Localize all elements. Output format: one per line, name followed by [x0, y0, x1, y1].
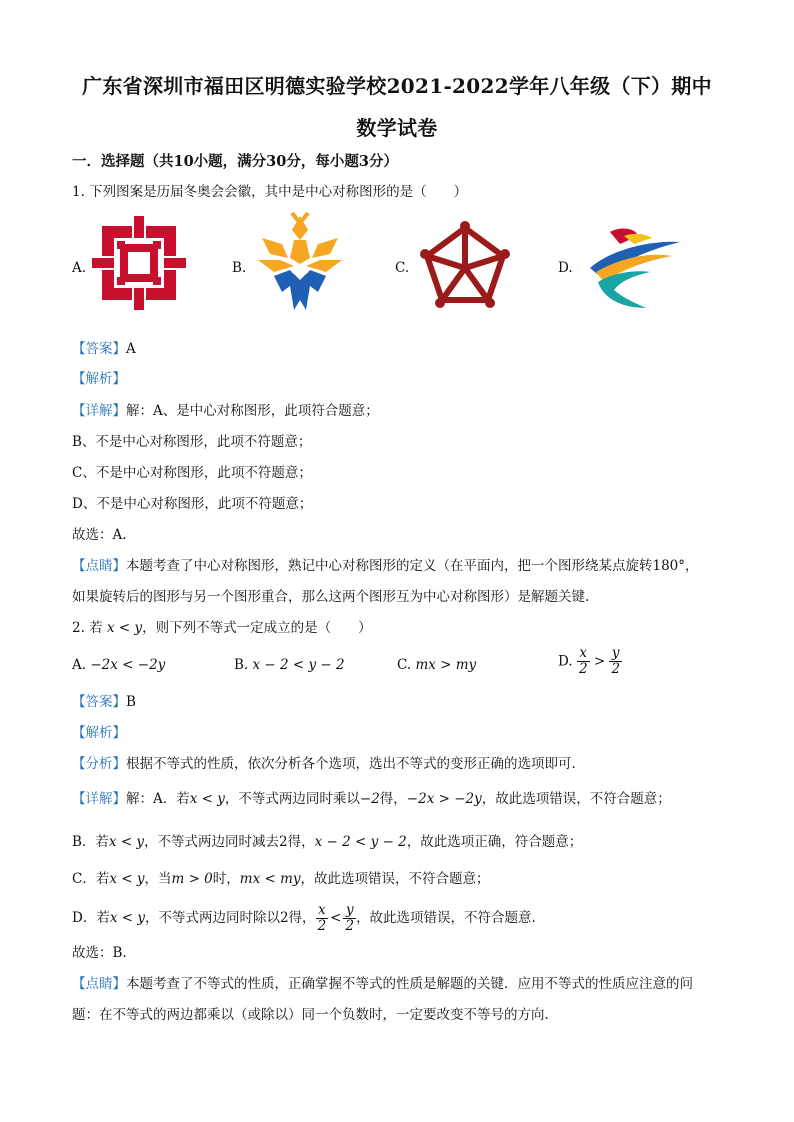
q2-detail-tag: 【详解】 [72, 791, 126, 807]
q2-detail-d-p3: ，故此选项错误，不符合题意. [356, 910, 536, 926]
frac-numerator: x [316, 903, 329, 919]
q1-option-d-label: D. [558, 260, 573, 276]
q1-option-c-label: C. [395, 260, 410, 276]
section-heading: 一．选择题（共10小题，满分30分，每小题3分） [72, 153, 398, 170]
q2-answer-value: B [126, 694, 136, 710]
q2-detail-d-cond: x < y [109, 910, 145, 926]
q2-comment-2: 题：在不等式的两边都乘以（或除以）同一个负数时，一定要改变不等号的方向. [72, 1007, 549, 1023]
q1-line-d: D、不是中心对称图形，此项不符题意； [72, 496, 313, 512]
frac-denominator: 2 [611, 661, 621, 677]
frac-numerator: x [577, 646, 590, 662]
q2-comment-text: 本题考查了不等式的性质，正确掌握不等式的性质是解题的关键．应用不等式的性质应注意的问 [126, 976, 693, 992]
q2-option-d [558, 646, 622, 677]
q2-detail-d [72, 900, 536, 936]
q2-option-d-op: > [593, 653, 606, 670]
q2-stem [72, 618, 372, 638]
q2-option-a-expr: −2x < −2y [90, 657, 166, 673]
q2-detail-b-expr: x − 2 < y − 2 [314, 834, 407, 850]
q2-detail-b-p3: ，故此选项正确，符合题意； [406, 834, 583, 850]
q2-detail-c-expr: mx < my [239, 871, 301, 887]
q2-detail-c-cond: x < y [109, 871, 145, 887]
q1-detail [72, 401, 379, 421]
frac-denominator: 2 [317, 918, 327, 934]
q2-detail-a-p4: ，故此选项错误，不符合题意； [481, 791, 671, 807]
q1-choice: 故选：A. [72, 527, 127, 543]
q2-analysis2-text: 根据不等式的性质，依次分析各个选项，选出不等式的变形正确的选项即可. [126, 756, 576, 772]
q1-detail-text: 解：A、是中心对称图形，此项符合题意； [126, 403, 379, 419]
q2-option-a [72, 655, 165, 675]
q2-detail-c-p3: 时， [212, 871, 240, 887]
q2-detail-b-p2: ，不等式两边同时减去2得， [144, 834, 315, 850]
q2-detail-a-p3: 得， [379, 791, 407, 807]
q2-analysis2-tag: 【分析】 [72, 756, 126, 772]
q2-detail-a-p2: ，不等式两边同时乘以 [224, 791, 360, 807]
q1-option-b-label: B. [232, 260, 247, 276]
q2-detail-a-p1: 解：A．若 [126, 791, 190, 807]
q2-analysis [72, 754, 576, 774]
q2-detail-b-cond: x < y [108, 834, 145, 850]
q1-option-d-emblem [580, 222, 684, 312]
q2-stem-suffix: ，则下列不等式一定成立的是（ ） [142, 620, 372, 636]
q2-option-d-frac-left [577, 646, 590, 677]
page-title-line1: 广东省深圳市福田区明德实验学校2021-2022学年八年级（下）期中 [82, 74, 712, 98]
q2-detail-d-p2: ，不等式两边同时除以2得， [144, 910, 316, 926]
q2-option-c [397, 655, 476, 675]
q1-answer [72, 339, 136, 359]
q1-option-a-label: A. [72, 260, 87, 276]
q1-comment-text: 本题考查了中心对称图形，熟记中心对称图形的定义（在平面内，把一个图形绕某点旋转180°， [126, 558, 699, 574]
q2-detail-a [72, 789, 671, 809]
q2-option-d-frac-right [609, 646, 622, 677]
q2-option-b [234, 655, 345, 675]
q1-line-c: C、不是中心对称图形，此项不符题意； [72, 465, 312, 481]
q2-option-c-label: C. [397, 657, 412, 673]
q2-comment-1 [72, 974, 693, 994]
q1-option-b-emblem [254, 212, 346, 314]
q2-detail-d-op: < [330, 910, 342, 926]
q1-comment-2: 如果旋转后的图形与另一个图形重合，那么这两个图形互为中心对称图形）是解题关键. [72, 589, 590, 605]
frac-numerator: y [609, 646, 622, 662]
q2-detail-c-p1: C．若 [72, 871, 110, 887]
q1-stem: 1. 下列图案是历届冬奥会会徽，其中是中心对称图形的是（ ） [72, 184, 468, 200]
q2-option-a-label: A. [72, 657, 87, 673]
q1-detail-tag: 【详解】 [72, 403, 126, 419]
q2-stem-condition: x < y [106, 620, 143, 636]
q2-detail-d-p1: D．若 [72, 910, 110, 926]
q2-choice: 故选：B. [72, 945, 127, 961]
q2-detail-d-frac-right [343, 903, 356, 934]
q1-answer-tag: 【答案】 [72, 341, 126, 357]
q1-answer-value: A [126, 341, 136, 357]
q2-analysis-tag: 【解析】 [72, 725, 126, 741]
q2-option-b-label: B. [234, 657, 249, 673]
q2-detail-d-frac-left [316, 903, 329, 934]
q2-option-c-expr: mx > my [415, 657, 477, 673]
q1-line-b: B、不是中心对称图形，此项不符题意； [72, 434, 312, 450]
q2-stem-prefix: 2. 若 [72, 620, 103, 636]
q2-detail-c-p4: ，故此选项错误，不符合题意； [300, 871, 490, 887]
q2-detail-c-p2: ，当 [144, 871, 172, 887]
q2-option-d-label: D. [558, 653, 573, 670]
q2-detail-a-k: −2 [359, 791, 380, 807]
q1-comment-tag: 【点睛】 [72, 558, 126, 574]
q2-detail-a-expr: −2x > −2y [406, 791, 482, 807]
q1-analysis-tag: 【解析】 [72, 371, 126, 387]
frac-denominator: 2 [578, 661, 588, 677]
q2-detail-a-cond: x < y [189, 791, 225, 807]
q2-comment-tag: 【点睛】 [72, 976, 126, 992]
q1-option-a-emblem [92, 216, 186, 310]
q1-comment-1 [72, 556, 699, 576]
q2-detail-b-p1: B．若 [72, 834, 109, 850]
q2-detail-c [72, 869, 490, 889]
frac-denominator: 2 [345, 918, 355, 934]
q2-detail-c-m: m > 0 [171, 871, 213, 887]
q1-option-c-emblem [420, 220, 510, 310]
q2-detail-b [72, 832, 582, 852]
frac-numerator: y [343, 903, 356, 919]
page-title-line2: 数学试卷 [356, 116, 438, 140]
q2-answer [72, 692, 136, 712]
q2-answer-tag: 【答案】 [72, 694, 126, 710]
q2-option-b-expr: x − 2 < y − 2 [252, 657, 345, 673]
